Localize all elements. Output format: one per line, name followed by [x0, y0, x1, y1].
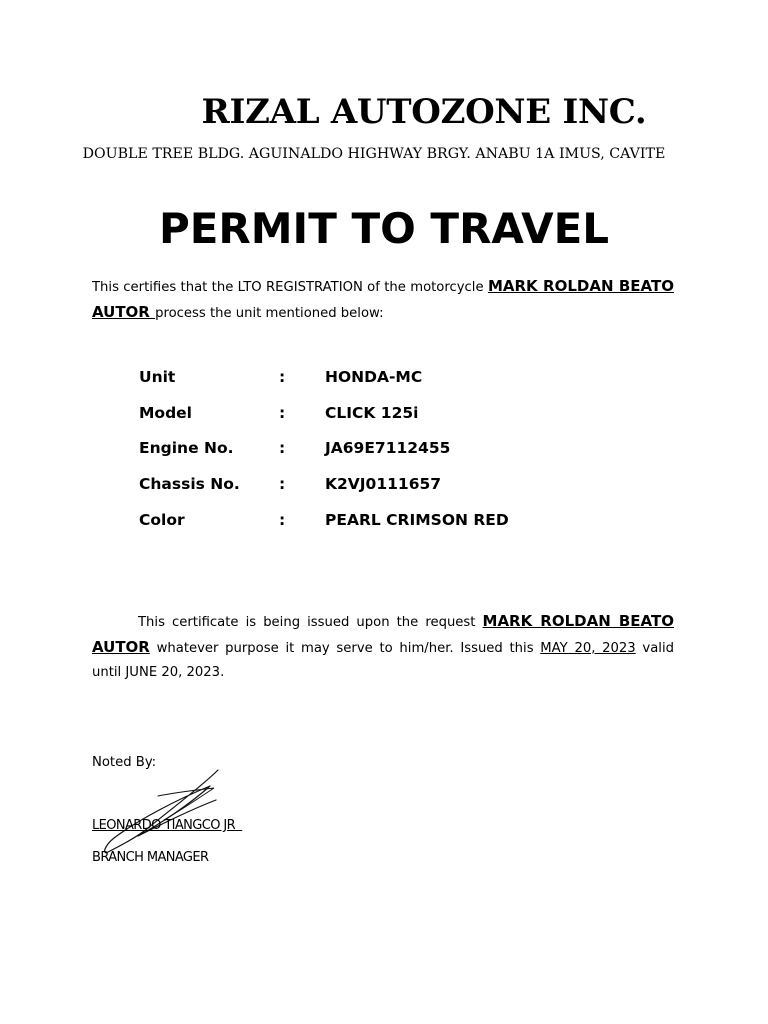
owner-name: MARK ROLDAN BEATO AUTOR — [92, 277, 674, 321]
signatory-title: BRANCH MANAGER — [92, 850, 209, 865]
spec-label: Model — [139, 403, 192, 422]
signatory-name: LEONARDO TIANGCO JR — [92, 818, 243, 833]
spec-value: K2VJ0111657 — [325, 475, 442, 494]
issued-date: MAY 20, 2023 — [540, 641, 636, 656]
certification-suffix: process the unit mentioned below: — [155, 306, 384, 321]
spec-label: Unit — [139, 368, 176, 386]
spec-label: Engine No. — [139, 439, 234, 458]
spec-colon: : — [279, 368, 286, 386]
company-address: DOUBLE TREE BLDG. AGUINALDO HIGHWAY BRGY. ANABU 1A IMUS, CAVITE — [82, 146, 666, 162]
spec-value: JA69E7112455 — [325, 439, 451, 458]
certification-paragraph — [92, 274, 674, 326]
document-title: PERMIT TO TRAVEL — [158, 204, 610, 253]
issuance-suffix: valid until JUNE 20, 2023. — [92, 641, 675, 680]
issuance-middle: whatever purpose it may serve to him/her. Issued this — [149, 641, 541, 656]
spec-colon: : — [279, 475, 286, 494]
signature-image — [98, 766, 238, 856]
spec-value: PEARL CRIMSON RED — [325, 510, 509, 529]
issuance-prefix: This certificate is being issued upon the request — [138, 615, 483, 630]
company-name: RIZAL AUTOZONE INC. — [201, 92, 647, 132]
spec-colon: : — [279, 510, 286, 529]
spec-label: Color — [139, 510, 185, 529]
noted-by-label: Noted By: — [92, 755, 157, 770]
owner-name: MARK ROLDAN BEATO AUTOR — [92, 612, 674, 656]
spec-colon: : — [279, 439, 286, 458]
spec-value: HONDA-MC — [325, 368, 423, 386]
certification-prefix: This certifies that the LTO REGISTRATION of the motorcycle — [92, 280, 488, 295]
spec-value: CLICK 125i — [325, 403, 419, 422]
spec-colon: : — [279, 403, 286, 422]
spec-label: Chassis No. — [139, 475, 240, 494]
issuance-paragraph — [92, 609, 674, 685]
